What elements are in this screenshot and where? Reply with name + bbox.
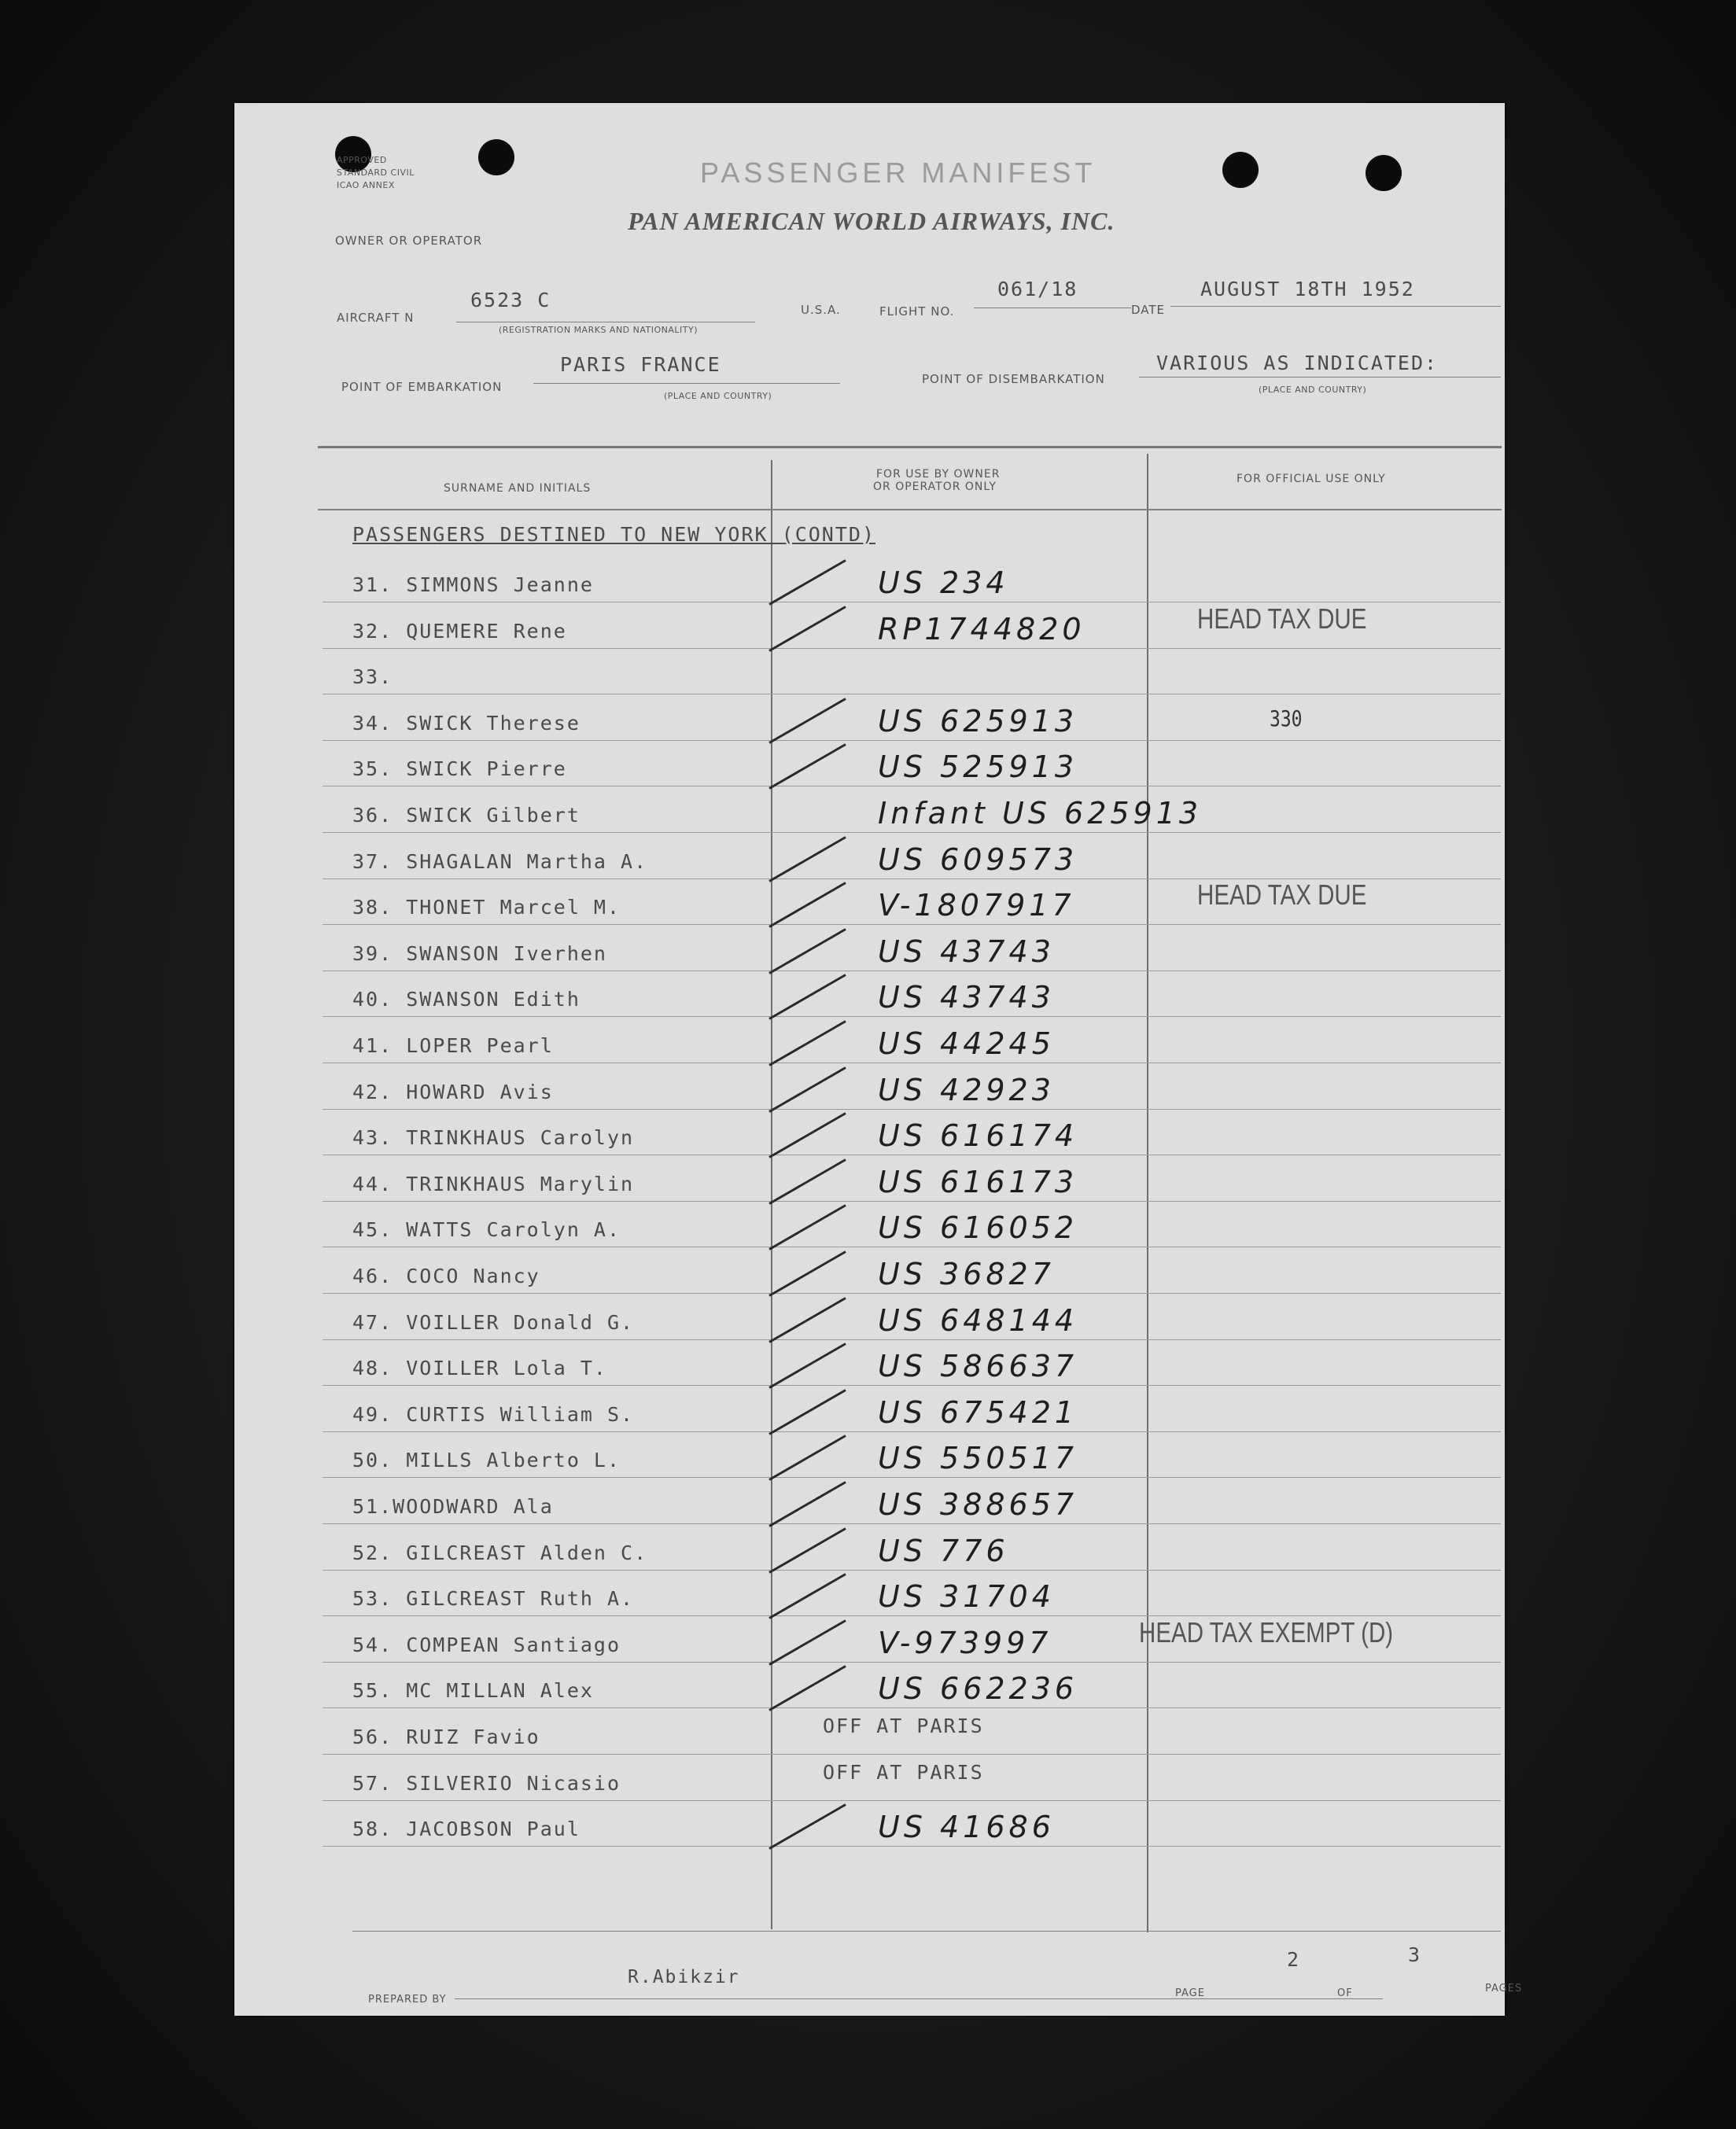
passport-number: US 525913	[878, 750, 1078, 784]
passport-number: US 41686	[878, 1810, 1055, 1844]
passport-number: OFF AT PARIS	[823, 1715, 984, 1737]
row-rule	[323, 832, 1501, 833]
row-rule	[323, 740, 1501, 741]
official-note: HEAD TAX DUE	[1197, 602, 1367, 635]
check-mark	[768, 1435, 846, 1481]
passport-number: US 388657	[878, 1487, 1078, 1522]
date-value: AUGUST 18TH 1952	[1200, 278, 1415, 300]
row-rule	[323, 1570, 1501, 1571]
check-mark	[768, 1481, 846, 1527]
passenger-name: 33.	[352, 665, 393, 688]
check-mark	[768, 836, 846, 882]
approval-stamp-line-3: ICAO ANNEX	[337, 180, 395, 190]
row-rule	[323, 1754, 1501, 1755]
row-rule	[323, 1523, 1501, 1524]
pages-label: PAGES	[1485, 1983, 1523, 1995]
date-label: DATE	[1131, 303, 1166, 317]
passport-number: US 662236	[878, 1671, 1078, 1706]
row-rule	[323, 1109, 1501, 1110]
header-bottom-rule	[318, 509, 1502, 510]
embarkation-value: PARIS FRANCE	[560, 353, 721, 376]
passport-number: US 625913	[878, 704, 1078, 739]
check-mark	[768, 1020, 846, 1066]
check-mark	[768, 1297, 846, 1343]
column-header-official: FOR OFFICIAL USE ONLY	[1237, 473, 1386, 485]
page-label: PAGE	[1175, 1987, 1205, 1999]
approval-stamp-line-2: STANDARD CIVIL	[337, 168, 415, 178]
passport-number: V-1807917	[878, 888, 1075, 923]
passport-number: US 43743	[878, 980, 1055, 1015]
passenger-name: 31. SIMMONS Jeanne	[352, 573, 594, 596]
passenger-name: 39. SWANSON Iverhen	[352, 942, 607, 965]
row-rule	[323, 924, 1501, 925]
passenger-name: 53. GILCREAST Ruth A.	[352, 1587, 635, 1610]
column-header-operator-1: FOR USE BY OWNER	[876, 468, 1001, 481]
check-mark	[768, 1389, 846, 1435]
passenger-name: 36. SWICK Gilbert	[352, 804, 581, 827]
passenger-name: 44. TRINKHAUS Marylin	[352, 1173, 635, 1195]
official-note: HEAD TAX EXEMPT (D)	[1139, 1616, 1394, 1648]
passenger-name: 48. VOILLER Lola T.	[352, 1357, 607, 1379]
official-note: 330	[1270, 705, 1303, 731]
passenger-name: 40. SWANSON Edith	[352, 988, 581, 1011]
passenger-name: 54. COMPEAN Santiago	[352, 1634, 621, 1656]
passenger-name: 41. LOPER Pearl	[352, 1034, 554, 1057]
passport-number: US 44245	[878, 1026, 1055, 1061]
aircraft-value: 6523 C	[470, 289, 551, 311]
prepared-label: PREPARED BY	[368, 1994, 447, 2006]
passport-number: V-973997	[878, 1626, 1052, 1660]
prepared-by-value: R.Abikzir	[628, 1967, 740, 1987]
passport-number: US 776	[878, 1534, 1009, 1568]
usa-label: U.S.A.	[801, 303, 841, 317]
check-mark	[768, 1665, 846, 1711]
passenger-name: 45. WATTS Carolyn A.	[352, 1218, 621, 1241]
page-total: 3	[1408, 1943, 1422, 1966]
passenger-name: 56. RUIZ Favio	[352, 1726, 540, 1748]
check-mark	[768, 743, 846, 790]
disembarkation-label: POINT OF DISEMBARKATION	[922, 372, 1105, 386]
check-mark	[768, 1158, 846, 1205]
row-rule	[323, 648, 1501, 649]
passenger-name: 58. JACOBSON Paul	[352, 1818, 581, 1840]
check-mark	[768, 1343, 846, 1389]
check-mark	[768, 698, 846, 744]
passport-number: US 234	[878, 565, 1009, 600]
punch-hole-3	[1222, 152, 1259, 188]
column-header-operator-2: OR OPERATOR ONLY	[873, 481, 997, 493]
passenger-name: 42. HOWARD Avis	[352, 1081, 554, 1103]
passenger-name: 43. TRINKHAUS Carolyn	[352, 1126, 635, 1149]
column-header-surname: SURNAME AND INITIALS	[444, 482, 592, 495]
punch-hole-4	[1366, 155, 1402, 191]
check-mark	[768, 559, 846, 606]
passport-number: US 36827	[878, 1257, 1055, 1291]
row-rule	[323, 1431, 1501, 1432]
passenger-name: 55. MC MILLAN Alex	[352, 1679, 594, 1702]
passenger-name: 32. QUEMERE Rene	[352, 620, 567, 643]
passport-number: US 648144	[878, 1303, 1078, 1338]
table-bottom-rule	[352, 1931, 1501, 1932]
passenger-name: 50. MILLS Alberto L.	[352, 1449, 621, 1472]
passport-number: US 616052	[878, 1210, 1078, 1245]
row-rule	[323, 1662, 1501, 1663]
check-mark	[768, 1573, 846, 1619]
owner-label: OWNER OR OPERATOR	[335, 234, 483, 248]
passenger-name: 49. CURTIS William S.	[352, 1403, 635, 1426]
row-rule	[323, 1201, 1501, 1202]
flight-label: FLIGHT NO.	[879, 304, 955, 319]
flight-number: 061/18	[997, 278, 1078, 300]
check-mark	[768, 1803, 846, 1850]
passport-number: US 42923	[878, 1073, 1055, 1107]
embarkation-label: POINT OF EMBARKATION	[341, 380, 503, 394]
approval-stamp-line-1: APPROVED	[337, 155, 387, 165]
row-rule	[323, 1800, 1501, 1801]
disembarkation-place-note: (PLACE AND COUNTRY)	[1259, 385, 1367, 395]
page-number: 2	[1287, 1948, 1301, 1971]
passenger-name: 35. SWICK Pierre	[352, 757, 567, 780]
passport-number: US 675421	[878, 1395, 1078, 1430]
row-rule	[323, 1293, 1501, 1294]
passenger-name: 37. SHAGALAN Martha A.	[352, 850, 648, 873]
passenger-name: 51.WOODWARD Ala	[352, 1495, 554, 1518]
check-mark	[768, 974, 846, 1020]
passport-number: US 550517	[878, 1441, 1078, 1475]
passport-number: US 31704	[878, 1579, 1055, 1614]
registration-note: (REGISTRATION MARKS AND NATIONALITY)	[499, 325, 698, 335]
row-rule	[323, 1385, 1501, 1386]
passenger-name: 34. SWICK Therese	[352, 712, 581, 735]
official-note: HEAD TAX DUE	[1197, 878, 1367, 911]
check-mark	[768, 1527, 846, 1574]
airline-name: PAN AMERICAN WORLD AIRWAYS, INC.	[628, 207, 1115, 235]
section-heading: PASSENGERS DESTINED TO NEW YORK (CONTD)	[352, 523, 875, 546]
passenger-name: 57. SILVERIO Nicasio	[352, 1772, 621, 1795]
row-rule	[323, 1846, 1501, 1847]
manifest-title: PASSENGER MANIFEST	[700, 157, 1097, 189]
check-mark	[768, 1619, 846, 1666]
passport-number: US 586637	[878, 1349, 1078, 1383]
passenger-name: 46. COCO Nancy	[352, 1265, 540, 1287]
passport-number: Infant US 625913	[878, 796, 1203, 831]
check-mark	[768, 1066, 846, 1113]
passport-number: US 609573	[878, 842, 1078, 877]
check-mark	[768, 928, 846, 974]
punch-hole-2	[478, 139, 514, 175]
disembarkation-value: VARIOUS AS INDICATED:	[1156, 352, 1439, 374]
aircraft-label: AIRCRAFT N	[337, 311, 415, 325]
row-rule	[323, 1477, 1501, 1478]
row-rule	[323, 1707, 1501, 1708]
row-rule	[323, 1016, 1501, 1017]
check-mark	[768, 1251, 846, 1297]
of-label: OF	[1337, 1987, 1353, 1999]
check-mark	[768, 882, 846, 928]
check-mark	[768, 1112, 846, 1158]
passport-number: OFF AT PARIS	[823, 1761, 984, 1784]
passport-number: RP1744820	[878, 612, 1085, 646]
passport-number: US 616174	[878, 1118, 1078, 1153]
passenger-name: 52. GILCREAST Alden C.	[352, 1541, 648, 1564]
row-rule	[323, 1339, 1501, 1340]
passenger-name: 47. VOILLER Donald G.	[352, 1311, 635, 1334]
check-mark	[768, 606, 846, 652]
check-mark	[768, 1204, 846, 1251]
manifest-page	[234, 103, 1523, 2016]
column-divider-2	[1147, 454, 1148, 1932]
passport-number: US 616173	[878, 1165, 1078, 1199]
embarkation-place-note: (PLACE AND COUNTRY)	[664, 391, 772, 401]
table-top-rule	[318, 446, 1502, 448]
passport-number: US 43743	[878, 934, 1055, 969]
passenger-name: 38. THONET Marcel M.	[352, 896, 621, 919]
